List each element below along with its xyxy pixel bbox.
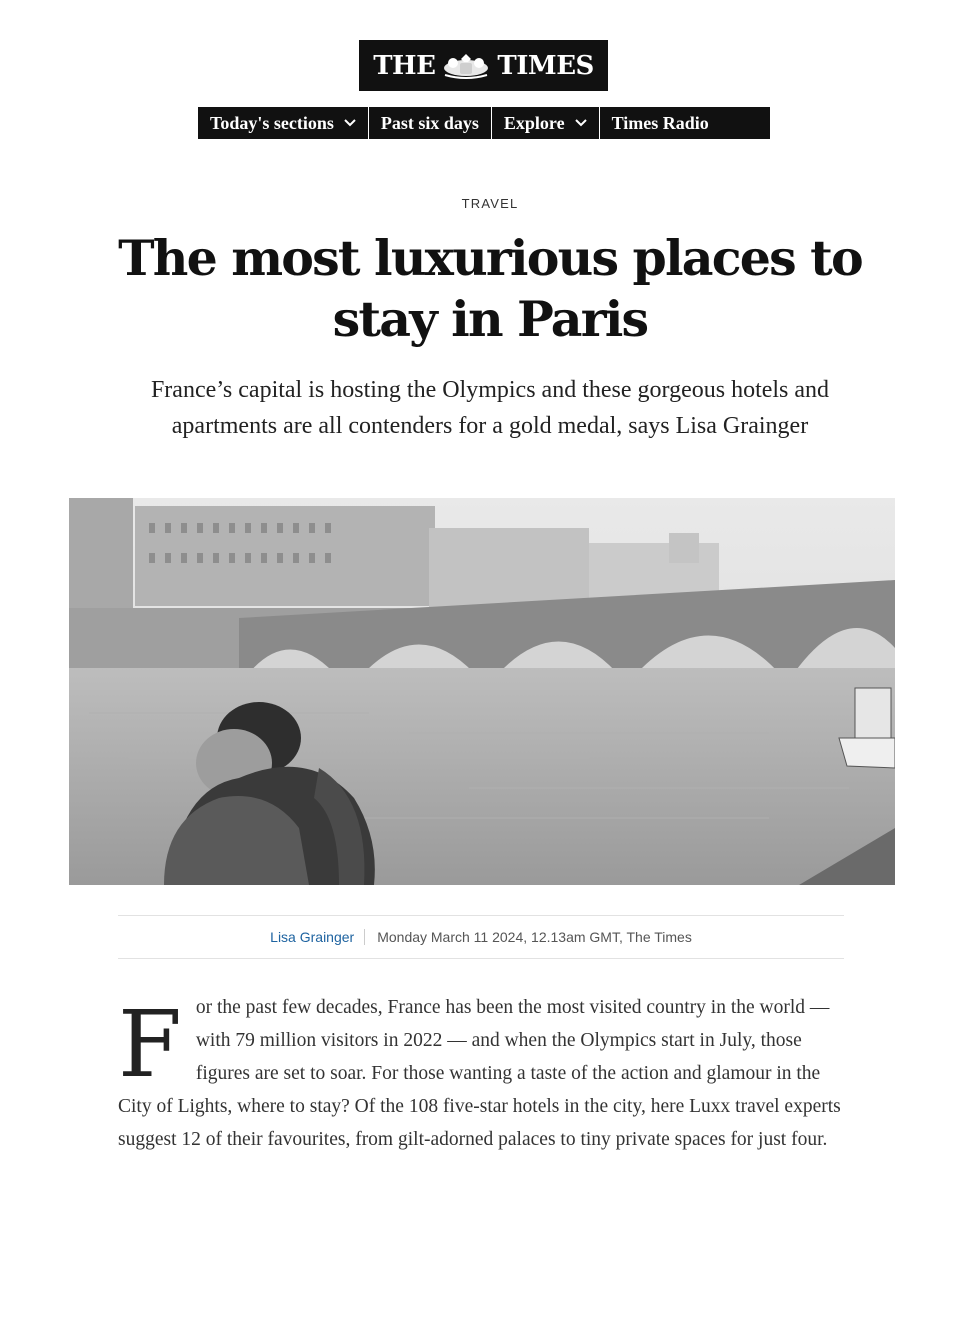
chevron-down-icon — [575, 119, 587, 127]
section-nav — [198, 107, 770, 139]
royal-crest-icon — [439, 53, 493, 79]
nav-explore[interactable] — [492, 107, 600, 139]
article-dateline: Monday March 11 2024, 12.13am GMT, The Times — [377, 929, 692, 945]
article-body — [118, 991, 844, 1156]
section-label[interactable]: TRAVEL — [461, 196, 519, 211]
nav-times-radio[interactable] — [600, 107, 721, 139]
drop-cap: F — [118, 991, 182, 1098]
nav-todays-sections[interactable] — [198, 107, 369, 139]
logo-word-the: THE — [373, 50, 436, 81]
article-standfirst: France’s capital is hosting the Olympics and these gorgeous hotels and apartments are all contenders for a gold medal, says Lisa Grainger — [150, 377, 830, 439]
body-paragraph: or the past few decades, France has been the most visited country in the world — with 79 million visitors in 2022 — and when the Olympics start in July, those figures are set to soar. For those wanting a taste of the action and glamour in the City of Lights, where to stay? Of the 108 five-star hotels in the city, here Luxx travel experts suggest 12 of their favourites, from gilt-adorned palaces to tiny private spaces for just four. — [118, 997, 841, 1150]
nav-item-label: Times Radio — [611, 112, 709, 133]
author-link[interactable]: Lisa Grainger — [270, 929, 365, 945]
article-headline: The most luxurious places to stay in Paris — [118, 229, 862, 348]
nav-item-label: Past six days — [380, 112, 479, 133]
nav-item-label: Today's sections — [210, 112, 334, 133]
times-logo[interactable] — [359, 40, 608, 91]
hero-image — [69, 498, 895, 885]
logo-word-times: TIMES — [497, 50, 594, 81]
chevron-down-icon — [344, 119, 356, 127]
nav-item-label: Explore — [503, 112, 565, 133]
nav-past-six-days[interactable] — [369, 107, 492, 139]
byline-bar — [118, 915, 844, 959]
hero-photo-illustration — [69, 498, 895, 885]
